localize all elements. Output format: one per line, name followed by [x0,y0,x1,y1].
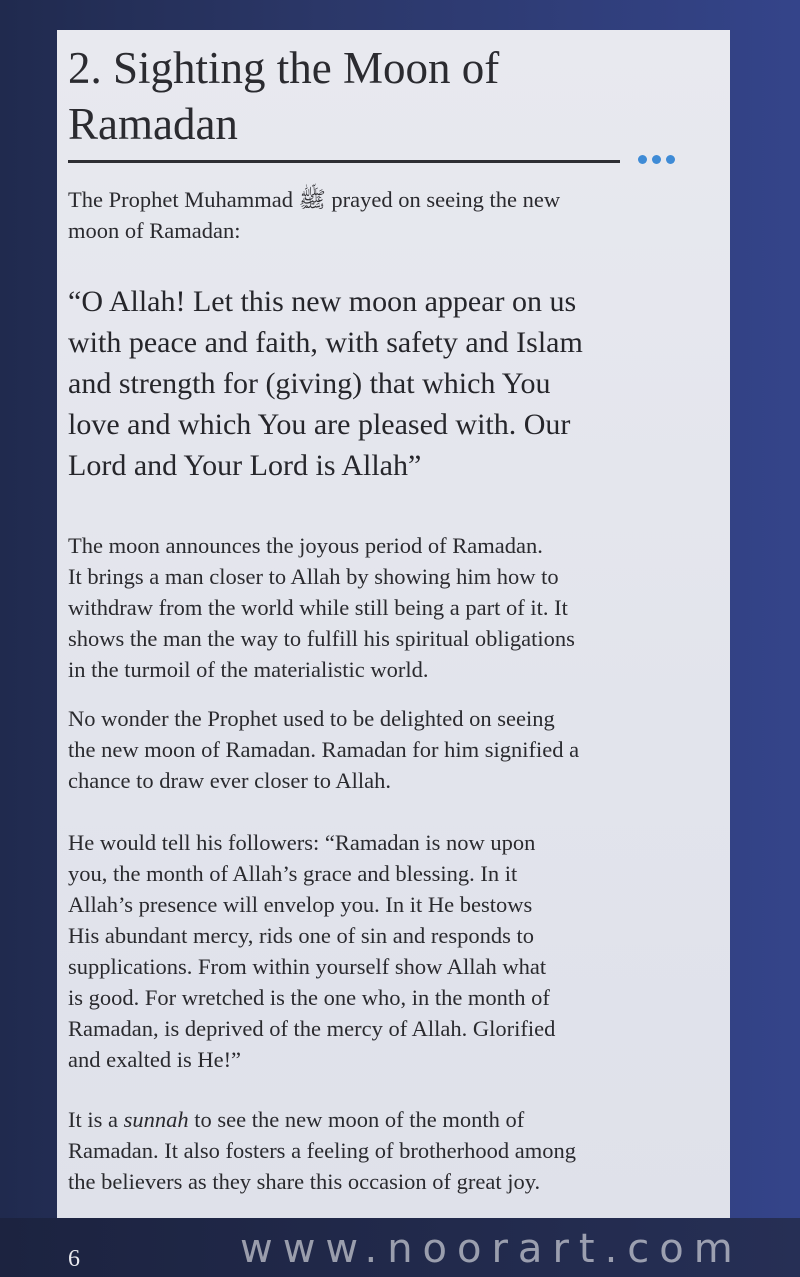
quote-line: Lord and Your Lord is Allah” [68,449,422,482]
paragraph-1 [68,530,575,685]
paragraph-4 [68,1104,576,1197]
text-line: in the turmoil of the materialistic world. [68,657,429,682]
text-line: His abundant mercy, rids one of sin and responds to [68,923,534,948]
background-bottom [0,1218,800,1277]
text-line: He would tell his followers: “Ramadan is now upon [68,830,536,855]
title-line: 2. Sighting the Moon of [68,43,500,93]
text-line: and exalted is He!” [68,1047,242,1072]
text-line: shows the man the way to fulfill his spiritual obligations [68,626,575,651]
watermark: www.noorart.com [240,1226,743,1272]
quote-line: and strength for (giving) that which You [68,367,551,400]
text-line: The Prophet Muhammad ﷺ prayed on seeing the new [68,187,561,212]
title-rule [68,160,620,163]
text-run: to see the new moon of the month of [188,1107,525,1132]
paragraph-3 [68,827,555,1075]
text-line: supplications. From within yourself show Allah what [68,954,547,979]
text-line: Ramadan. It also fosters a feeling of brotherhood among [68,1138,576,1163]
text-line: you, the month of Allah’s grace and blessing. In it [68,861,518,886]
text-line: It brings a man closer to Allah by showing him how to [68,564,559,589]
quote-line: “O Allah! Let this new moon appear on us [68,285,577,318]
text-line: is good. For wretched is the one who, in the month of [68,985,550,1010]
text-line: withdraw from the world while still being a part of it. It [68,595,568,620]
quote-line: love and which You are pleased with. Our [68,408,571,441]
text-run: It is a [68,1107,124,1132]
intro-paragraph [68,184,560,246]
decorative-dots-icon [638,155,675,164]
emphasis-text: sunnah [123,1107,189,1132]
title-line: Ramadan [68,99,238,149]
text-line [68,1104,576,1135]
page-title [68,40,499,152]
quote-line: with peace and faith, with safety and Islam [68,326,583,359]
text-line: Ramadan, is deprived of the mercy of Allah. Glorified [68,1016,556,1041]
text-line: chance to draw ever closer to Allah. [68,768,391,793]
prayer-quote [68,281,583,486]
text-line: The moon announces the joyous period of Ramadan. [68,533,543,558]
paragraph-2 [68,703,579,796]
text-line: the new moon of Ramadan. Ramadan for him signified a [68,737,580,762]
page-number: 6 [68,1246,80,1272]
text-line: Allah’s presence will envelop you. In it He bestows [68,892,533,917]
text-line: No wonder the Prophet used to be delighted on seeing [68,706,555,731]
text-line: the believers as they share this occasion of great joy. [68,1169,541,1194]
text-line: moon of Ramadan: [68,218,241,243]
